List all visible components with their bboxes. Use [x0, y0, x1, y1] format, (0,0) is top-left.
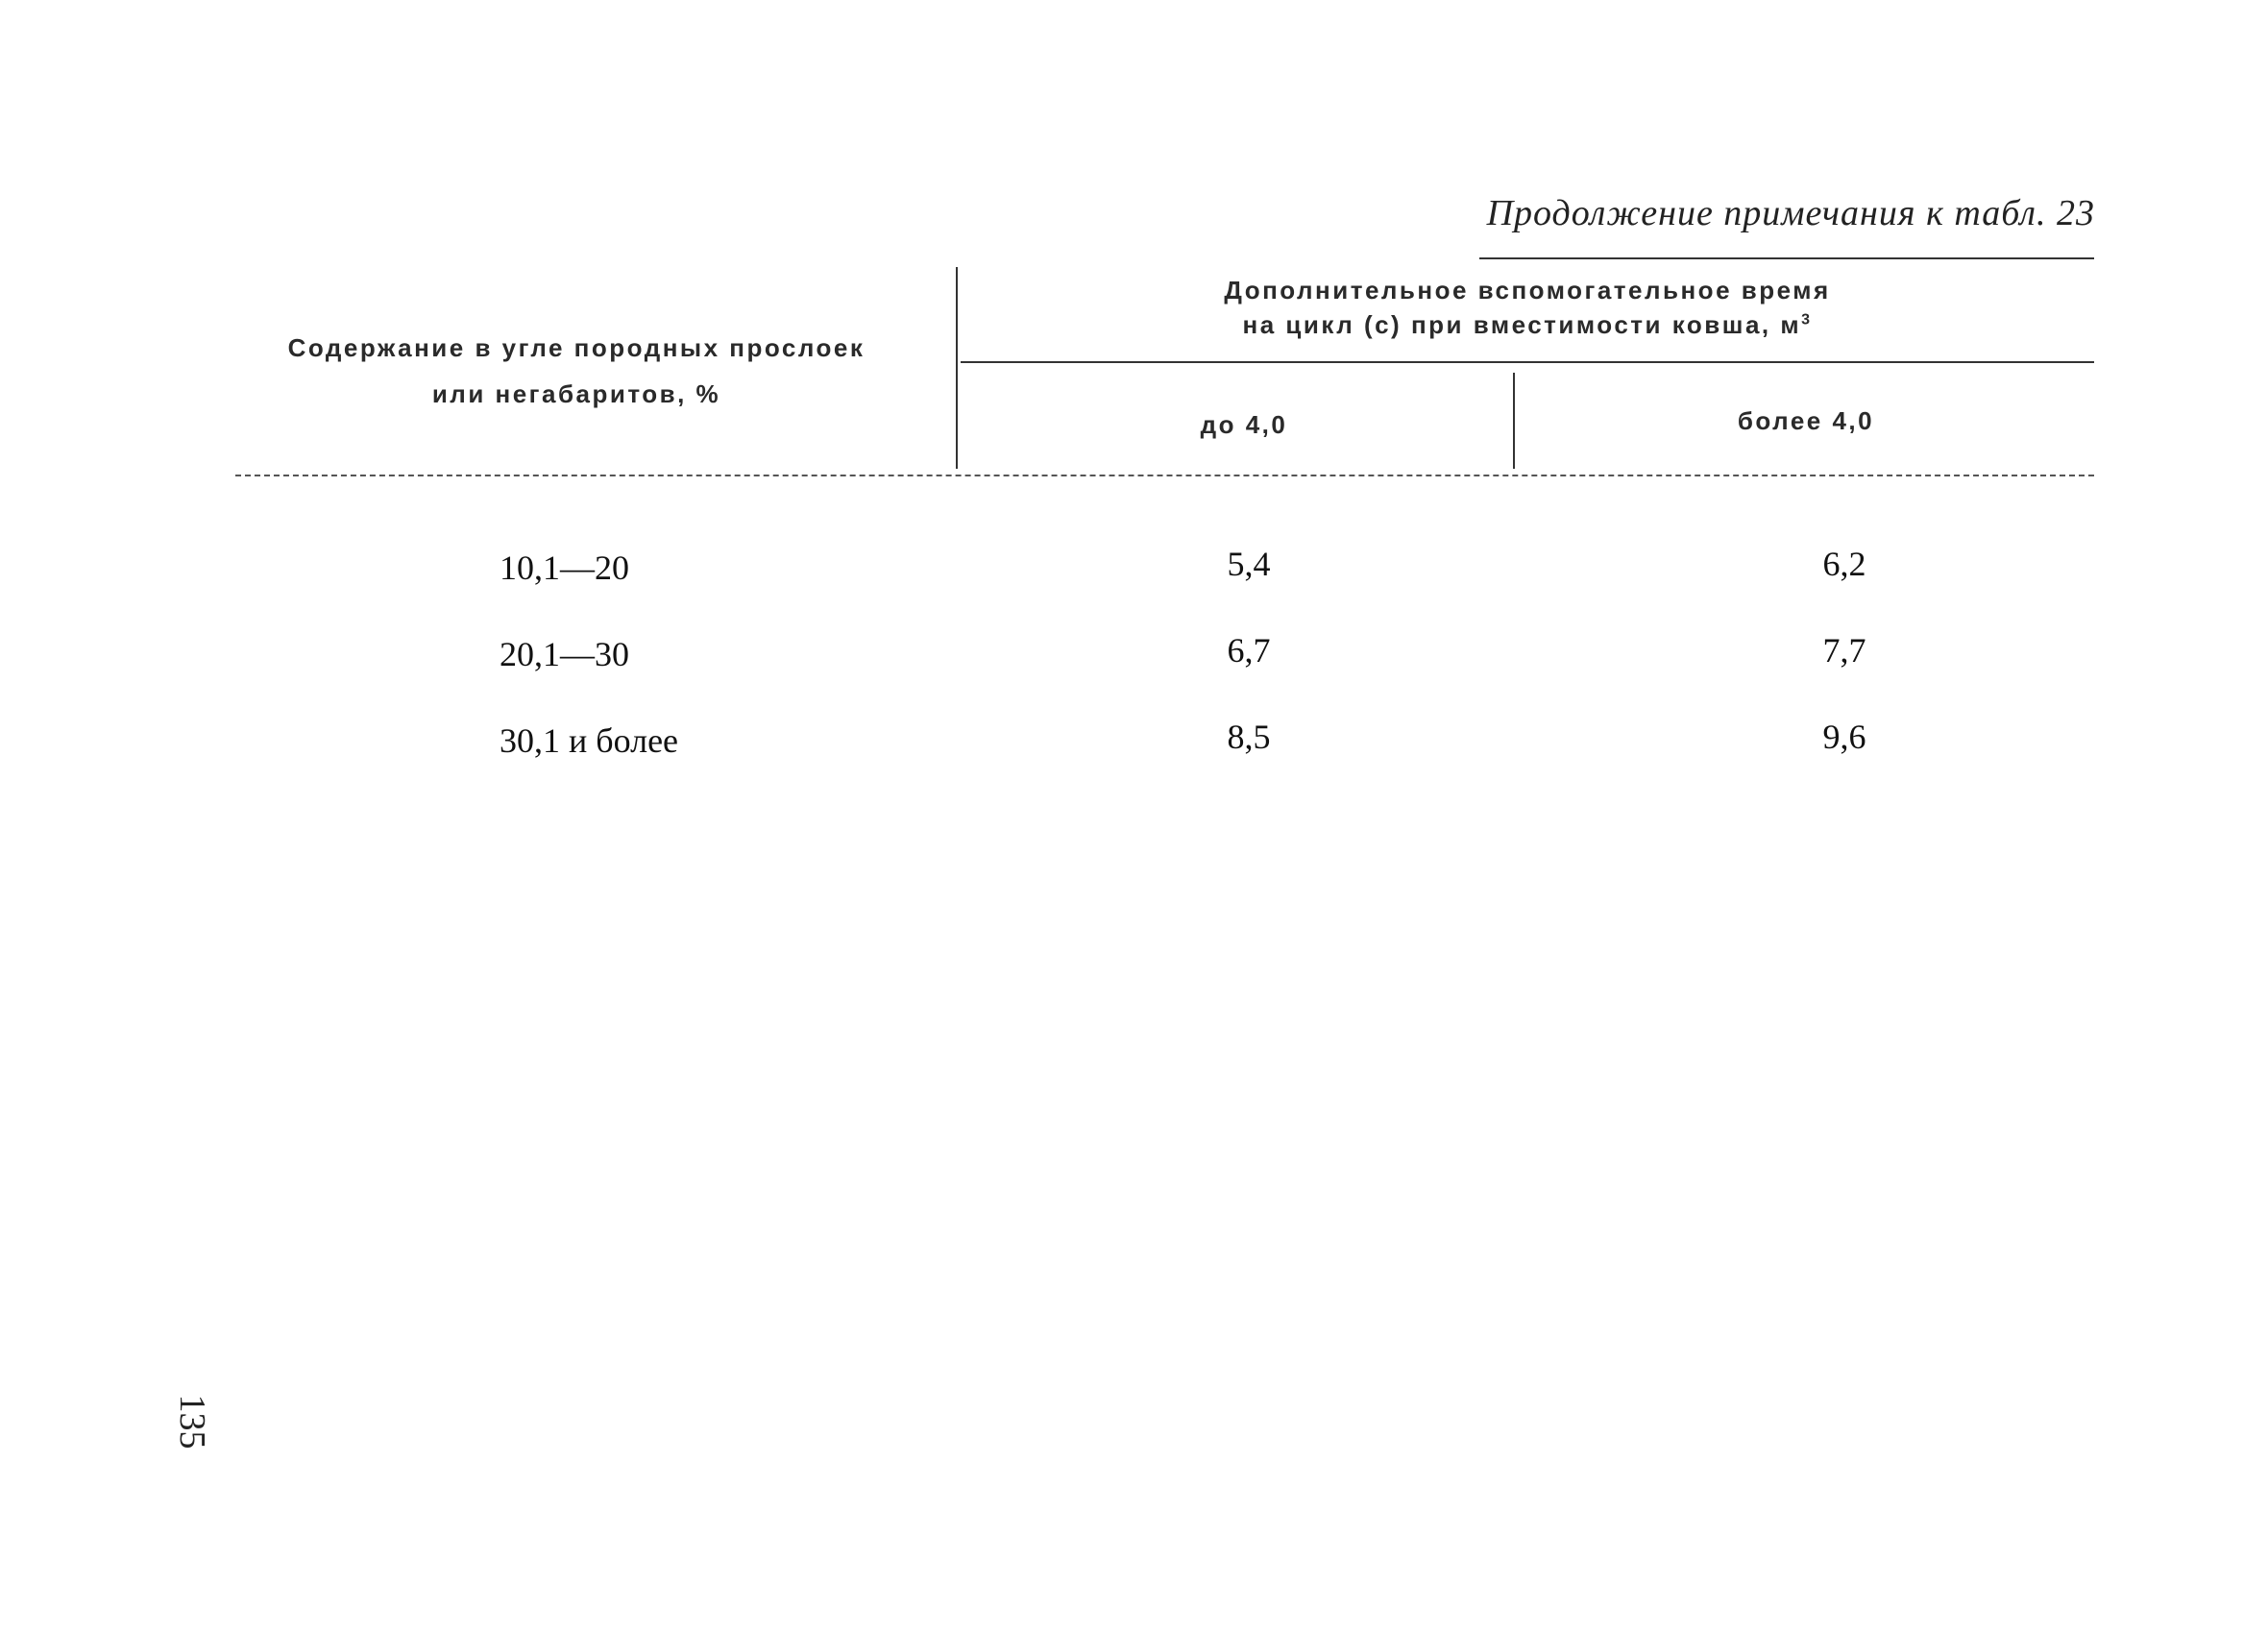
- cell-up-to-4: 5,4: [1227, 545, 1271, 583]
- cell-up-to-4: 8,5: [1227, 718, 1271, 756]
- header-span-line-2-text: на цикл (с) при вместимости ковша, м: [1242, 310, 1802, 339]
- header-bottom-rule: [235, 475, 2094, 476]
- header-spanning-cell: [961, 273, 2094, 342]
- cell-over-4: 6,2: [1822, 545, 1866, 583]
- cell-up-to-4: 6,7: [1227, 631, 1271, 670]
- header-span-divider: [961, 361, 2094, 363]
- cell-content: 20,1—30: [500, 635, 629, 673]
- table-row: [0, 717, 2268, 784]
- cell-over-4: 9,6: [1822, 718, 1866, 756]
- cell-content: 30,1 и более: [500, 721, 679, 760]
- unit-superscript: 3: [1801, 311, 1813, 329]
- cell-content: 10,1—20: [500, 548, 629, 587]
- header-span-line-1: Дополнительное вспомогательное время: [1224, 276, 1831, 305]
- caption-rule: [1479, 257, 2094, 259]
- header-subcol-up-to-4: до 4,0: [1200, 410, 1288, 439]
- page-number: 135: [172, 1394, 212, 1450]
- header-content-cell: [250, 325, 903, 417]
- table-row: [0, 630, 2268, 697]
- column-divider-sub: [1513, 373, 1515, 469]
- continuation-caption: Продолжение примечания к табл. 23: [1486, 193, 2095, 233]
- table-row: [0, 544, 2268, 611]
- header-content-line-1: Содержание в угле породных прослоек: [287, 333, 866, 362]
- cell-over-4: 7,7: [1822, 631, 1866, 670]
- column-divider-main: [956, 267, 958, 469]
- header-content-line-2: или негабаритов, %: [431, 379, 721, 408]
- header-span-line-2: [961, 307, 2094, 342]
- header-subcol-over-4: более 4,0: [1737, 406, 1875, 435]
